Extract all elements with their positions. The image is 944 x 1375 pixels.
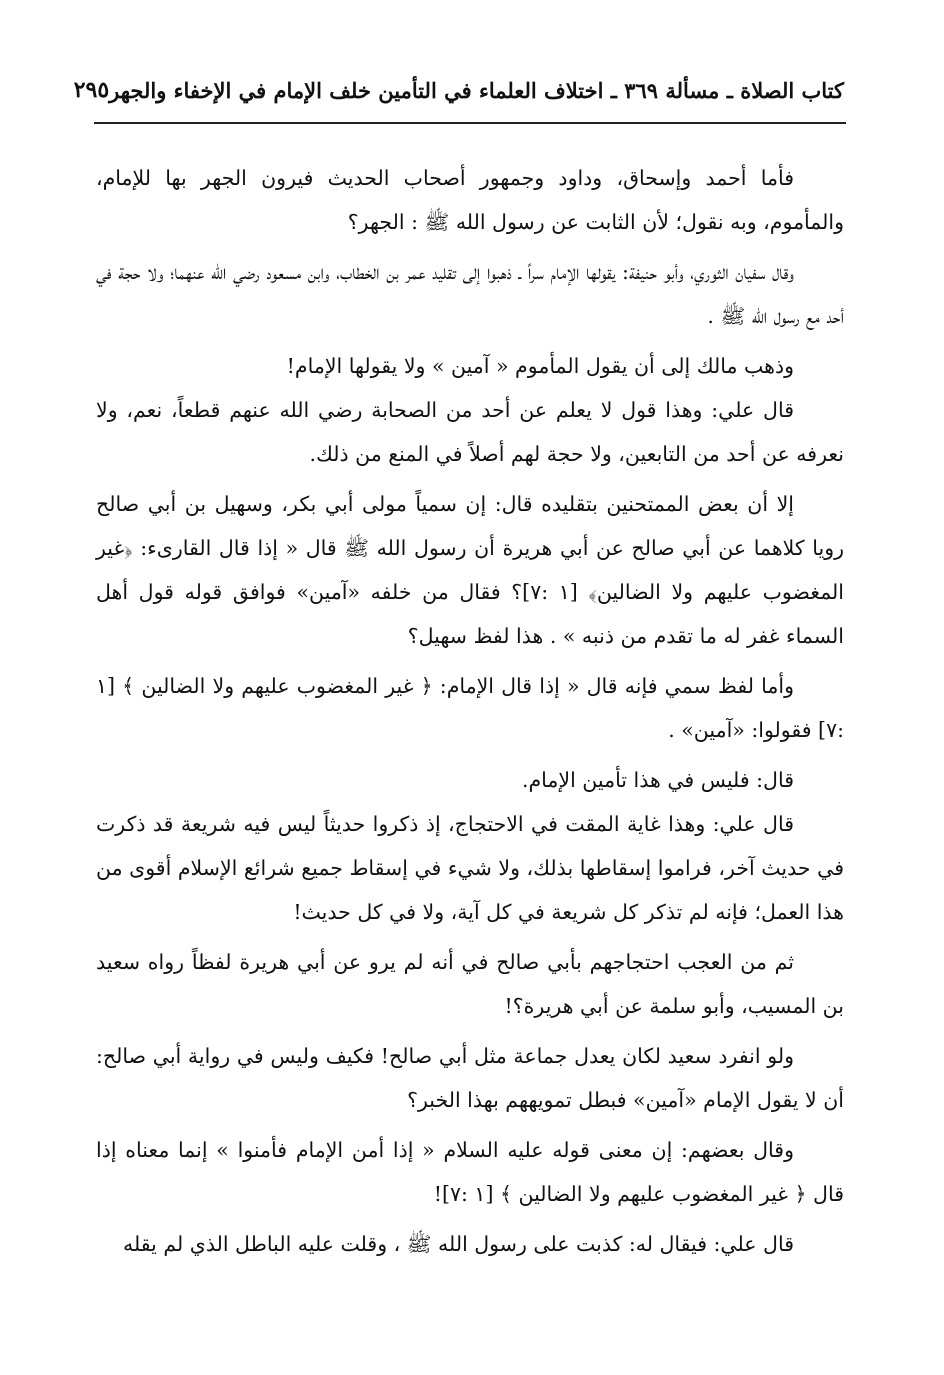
running-header xyxy=(73,66,844,114)
paragraph: وقال سفيان الثوري، وأبو حنيفة: يقولها الإمام سراً ـ ذهبوا إلى تقليد عمر بن الخطاب، وابن مسعود رضي الله عنهما؛ ولا حجة في أحد مع رسول الله ﷺ . xyxy=(96,260,844,328)
paragraph: إلا أن بعض الممتحنين بتقليده قال: إن سمياً مولى أبي بكر، وسهيل بن أبي صالح رويا كلاهما عن أبي صالح عن أبي هريرة أن رسول الله ﷺ قال « إذا قال القارىء: ﴿غير المغضوب عليهم ولا الضالين﴾ [١ :٧]؟ فقال من خلفه «آمين» فوافق قوله قول أهل السماء غفر له ما تقدم من ذنبه » . هذا لفظ سهيل؟ xyxy=(96,492,844,648)
paragraph: ولو انفرد سعيد لكان يعدل جماعة مثل أبي صالح! فكيف وليس في رواية أبي صالح: أن لا يقول الإمام «آمين» فبطل تمويههم بهذا الخبر؟ xyxy=(96,1044,844,1112)
paragraph: وذهب مالك إلى أن يقول المأموم « آمين » ولا يقولها الإمام! xyxy=(286,354,794,378)
paragraph: قال علي: وهذا قول لا يعلم عن أحد من الصحابة رضي الله عنهم قطعاً، نعم، ولا نعرفه عن أحد من التابعين، ولا حجة لهم أصلاً في المنع من ذلك. xyxy=(96,398,844,466)
paragraph: وأما لفظ سمي فإنه قال « إذا قال الإمام: ﴿ غير المغضوب عليهم ولا الضالين ﴾ [١ :٧] فقولوا: «آمين» . xyxy=(96,674,844,742)
paragraph: قال: فليس في هذا تأمين الإمام. xyxy=(521,768,794,792)
paragraph: فأما أحمد وإسحاق، وداود وجمهور أصحاب الحديث فيرون الجهر بها للإمام، والمأموم، وبه نقول؛ لأن الثابت عن رسول الله ﷺ : الجهر؟ xyxy=(96,166,844,234)
page-number: ٢٩٥ xyxy=(73,77,110,103)
page-body xyxy=(96,156,844,1266)
paragraph: ثم من العجب احتجاجهم بأبي صالح في أنه لم يرو عن أبي هريرة لفظاً رواه سعيد بن المسيب، وأبو سلمة عن أبي هريرة؟! xyxy=(96,950,844,1018)
running-title: كتاب الصلاة ـ مسألة ٣٦٩ ـ اختلاف العلماء في التأمين خلف الإمام في الإخفاء والجهر xyxy=(109,77,844,103)
header-rule xyxy=(94,122,846,124)
paragraph: وقال بعضهم: إن معنى قوله عليه السلام « إذا أمن الإمام فأمنوا » إنما معناه إذا قال ﴿ غير المغضوب عليهم ولا الضالين ﴾ [١ :٧]! xyxy=(96,1138,844,1206)
paragraph: قال علي: فيقال له: كذبت على رسول الله ﷺ ، وقلت عليه الباطل الذي لم يقله xyxy=(123,1232,794,1256)
paragraph: قال علي: وهذا غاية المقت في الاحتجاج، إذ ذكروا حديثاً ليس فيه شريعة قد ذكرت في حديث آخر، فراموا إسقاطها بذلك، ولا شيء في إسقاط جميع شرائع الإسلام أقوى من هذا العمل؛ فإنه لم تذكر كل شريعة في كل آية، ولا في كل حديث! xyxy=(96,812,844,924)
